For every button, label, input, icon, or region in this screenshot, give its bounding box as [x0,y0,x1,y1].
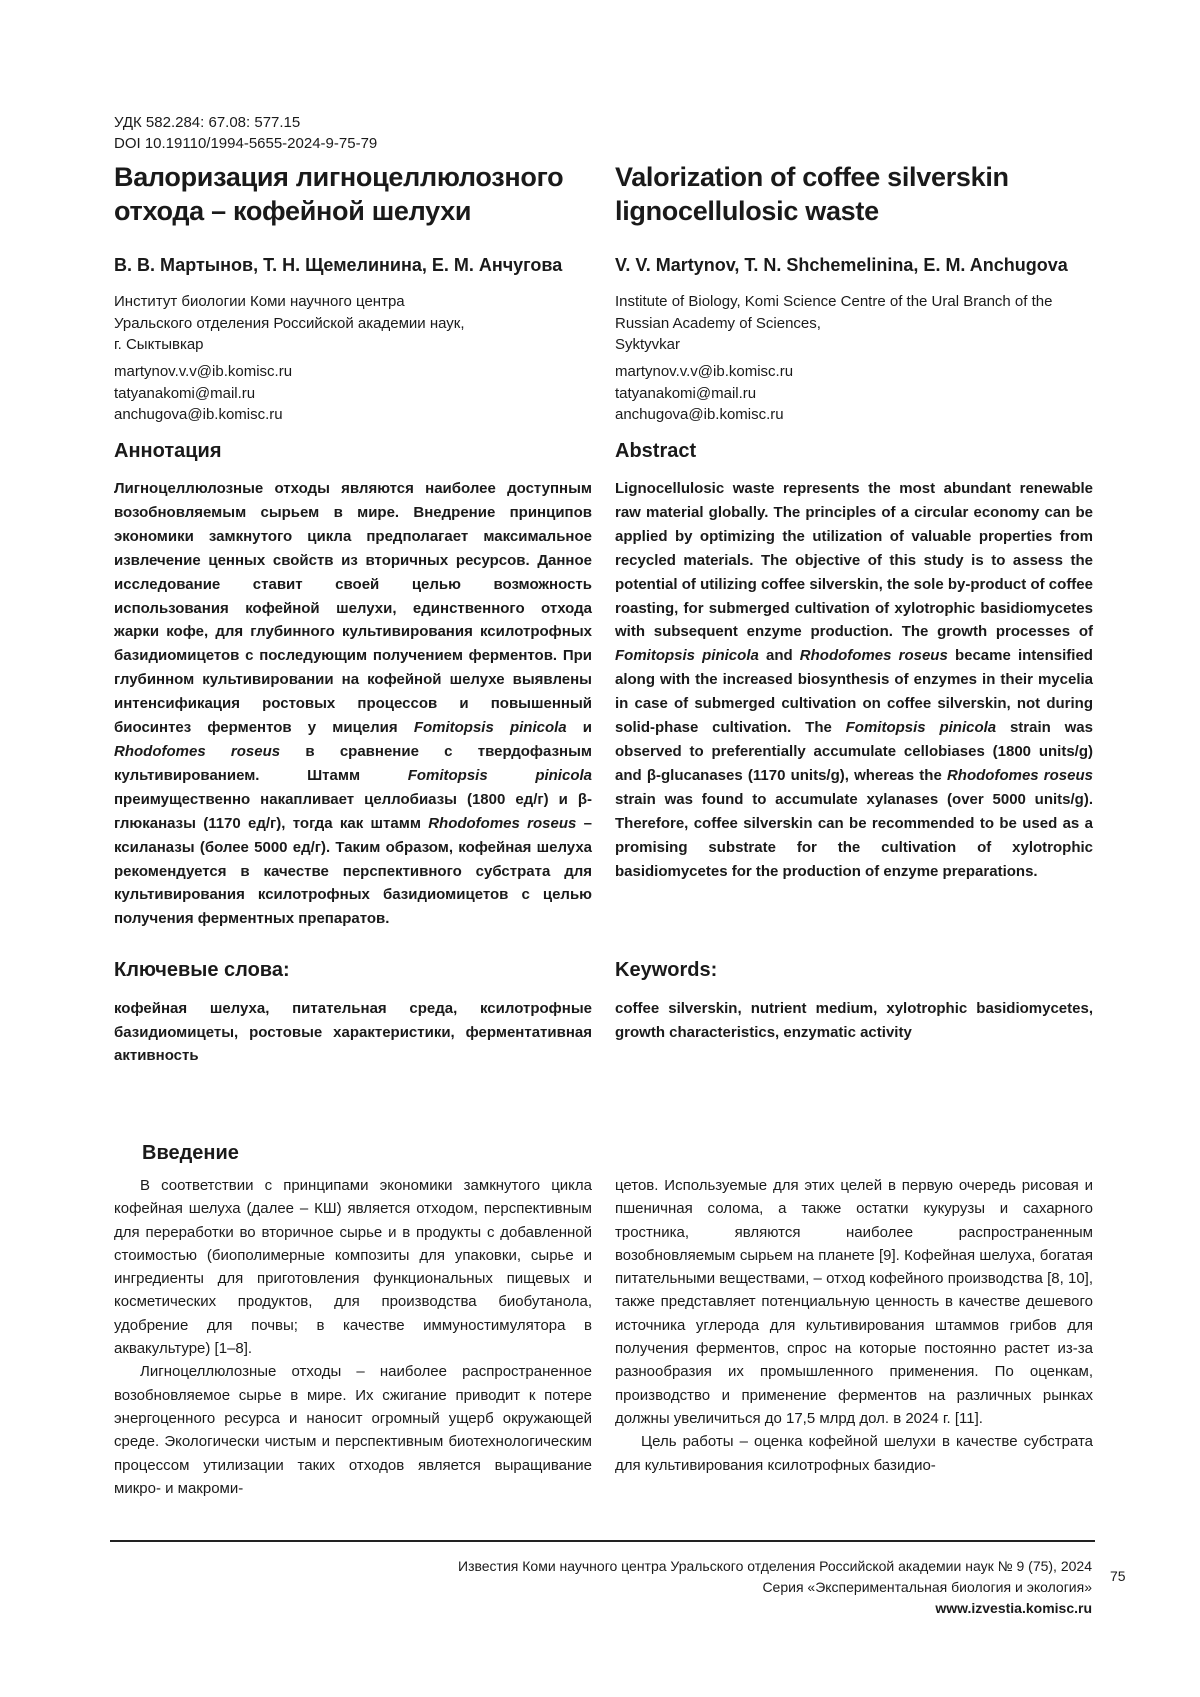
article-meta [114,112,592,154]
udk-code: УДК 582.284: 67.08: 577.15 [114,114,301,131]
species-name: Rhodofomes roseus [428,814,577,832]
emails-en [615,361,793,426]
doi: DOI 10.19110/1994-5655-2024-9-75-79 [114,135,378,152]
species-name: Rhodofomes roseus [799,647,948,665]
title-ru [114,160,592,228]
emails-ru [114,361,292,426]
paragraph: В соответствии с принципами экономики замкнутого цикла кофейная шелуха (далее – КШ) является отходом, перспективным для переработки во вторичное сырье и в продукты с добавленной стоимостью (биополимерные композиты для упаковки, сырье и ингредиенты для приготовления функциональных пищевых и косметических продуктов, для производства биобутанола, удобрение для почвы; в качестве иммуностимулятора в аквакультуре) [1–8]. [114,1177,592,1358]
email-link[interactable]: martynov.v.v@ib.komisc.ru [114,363,293,380]
abstract-heading-ru: Аннотация [114,440,222,462]
keywords-heading-ru: Ключевые слова: [114,959,290,981]
title-en [615,160,1093,228]
title-ru-line1: Валоризация лигноцеллюлозного [114,162,564,192]
paragraph: цетов. Используемые для этих целей в первую очередь рисовая и пшеничная солома, а также остатки кукурузы и сахарного тростника, являются наиболее распространенным возобновляемым сырьем на планете [9]. Кофейная шелуха, богатая питательными веществами, – отход кофейного производства [8, 10], также представляет потенциальную ценность в качестве дешевого источника углерода для культивирования штаммов грибов для получения ферментов, спрос на которые постоянно растет из-за разнообразия их промышленного применения. По оценкам, производство и применение ферментов на различных рынках должны увеличиться до 17,5 млрд дол. в 2024 г. [11]. [615,1177,1093,1427]
email-link[interactable]: tatyanakomi@mail.ru [615,384,757,402]
species-name: Rhodofomes roseus [946,766,1093,784]
footer-divider [110,1540,1095,1542]
affiliation-ru [114,291,592,356]
affiliation-ru-line2: Уральского отделения Российской академии наук, [114,314,465,332]
species-name: Fomitopsis pinicola [413,719,567,737]
species-name: Fomitopsis pinicola [845,719,997,737]
journal-url[interactable]: www.izvestia.komisc.ru [935,1600,1092,1616]
affiliation-ru-line3: г. Сыктывкар [114,336,204,353]
abstract-heading-en: Abstract [615,440,697,462]
abstract-text-en: Lignocellulosic waste represents the most abundant renewable raw material globally. The principles of a circular economy can be applied by optimizing the utilization of valuable properties from recycled materials. The objective of this study is to assess the potential of utilizing coffee silverskin, the sole by-product of coffee roasting, for submerged cultivation of xylotrophic basidiomycetes with subsequent enzyme production. The growth processes of Fomitopsis pinicola and Rhodofomes roseus became intensified along with the increased biosynthesis of enzymes in their mycelia in case of submerged cultivation on coffee silverskin, not during solid-phase cultivation. The Fomitopsis pinicola strain was observed to preferentially accumulate cellobiases (1800 units/g) and β-glucanases (1170 units/g), whereas the Rhodofomes roseus strain was found to accumulate xylanases (over 5000 units/g). Therefore, coffee silverskin can be recommended to be used as a promising substrate for the cultivation of xylotrophic basidiomycetes for the production of enzyme preparations. [615,480,1093,880]
keywords-heading-en: Keywords: [615,959,718,981]
journal-footer [458,1556,1092,1619]
affiliation-en-line2: Russian Academy of Sciences, [615,314,821,332]
authors-en: V. V. Martynov, T. N. Shchemelinina, E. M. Anchugova [615,255,1068,275]
title-ru-line2: отхода – кофейной шелухи [114,196,472,226]
email-link[interactable]: tatyanakomi@mail.ru [114,384,256,402]
page-number: 75 [1110,1568,1126,1584]
section-heading-introduction: Введение [142,1142,239,1164]
intro-left-column [114,1174,592,1500]
title-en-line2: lignocellulosic waste [615,196,879,226]
keywords-ru: кофейная шелуха, питательная среда, ксилотрофные базидиомицеты, ростовые характеристики, ферментативная активность [114,1000,592,1064]
species-name: Rhodofomes roseus [114,742,281,760]
species-name: Fomitopsis pinicola [407,766,592,784]
email-link[interactable]: anchugova@ib.komisc.ru [114,406,283,423]
affiliation-en-line1: Institute of Biology, Komi Science Centre of the Ural Branch of the [615,293,1053,310]
paragraph: Цель работы – оценка кофейной шелухи в качестве субстрата для культивирования ксилотрофных базидио- [615,1433,1093,1474]
affiliation-ru-line1: Институт биологии Коми научного центра [114,293,405,310]
abstract-text-ru: Лигноцеллюлозные отходы являются наиболее доступным возобновляемым сырьем в мире. Внедрение принципов экономики замкнутого цикла предполагает максимальное извлечение ценных свойств из вторичных ресурсов. Данное исследование ставит своей целью возможность использования кофейной шелухи, единственного отхода жарки кофе, для глубинного культивирования ксилотрофных базидиомицетов с последующим получением ферментов. При глубинном культивировании на кофейной шелухе выявлены интенсификация ростовых процессов и повышенный биосинтез ферментов у мицелия Fomitopsis pinicola и Rhodofomes roseus в сравнение с твердофазным культивированием. Штамм Fomitopsis pinicola преимущественно накапливает целлобиазы (1800 ед/г) и β-глюканазы (1170 ед/г), тогда как штамм Rhodofomes roseus – ксиланазы (более 5000 ед/г). Таким образом, кофейная шелуха рекомендуется в качестве перспективного субстрата для культивирования ксилотрофных базидиомицетов с целью получения ферментных препаратов. [114,480,593,928]
paragraph: Лигноцеллюлозные отходы – наиболее распространенное возобновляемое сырье в мире. Их сжигание приводит к потере энергоценного ресурса и наносит огромный ущерб окружающей среде. Экологически чистым и перспективным биотехнологическим процессом утилизации таких отходов является выращивание микро- и макроми- [114,1363,592,1497]
affiliation-en-line3: Syktyvkar [615,336,681,353]
keywords-en: coffee silverskin, nutrient medium, xylotrophic basidiomycetes, growth characteristics, enzymatic activity [615,1000,1093,1041]
authors-ru: В. В. Мартынов, Т. Н. Щемелинина, Е. М. Анчугова [114,255,563,275]
email-link[interactable]: anchugova@ib.komisc.ru [615,406,784,423]
email-link[interactable]: martynov.v.v@ib.komisc.ru [615,363,794,380]
journal-series: Серия «Экспериментальная биология и экология» [762,1579,1092,1595]
title-en-line1: Valorization of coffee silverskin [615,162,1009,192]
affiliation-en [615,291,1093,356]
species-name: Fomitopsis pinicola [615,647,759,665]
journal-name: Известия Коми научного центра Уральского отделения Российской академии наук № 9 (75), 2024 [458,1558,1092,1574]
intro-right-column [615,1174,1093,1477]
